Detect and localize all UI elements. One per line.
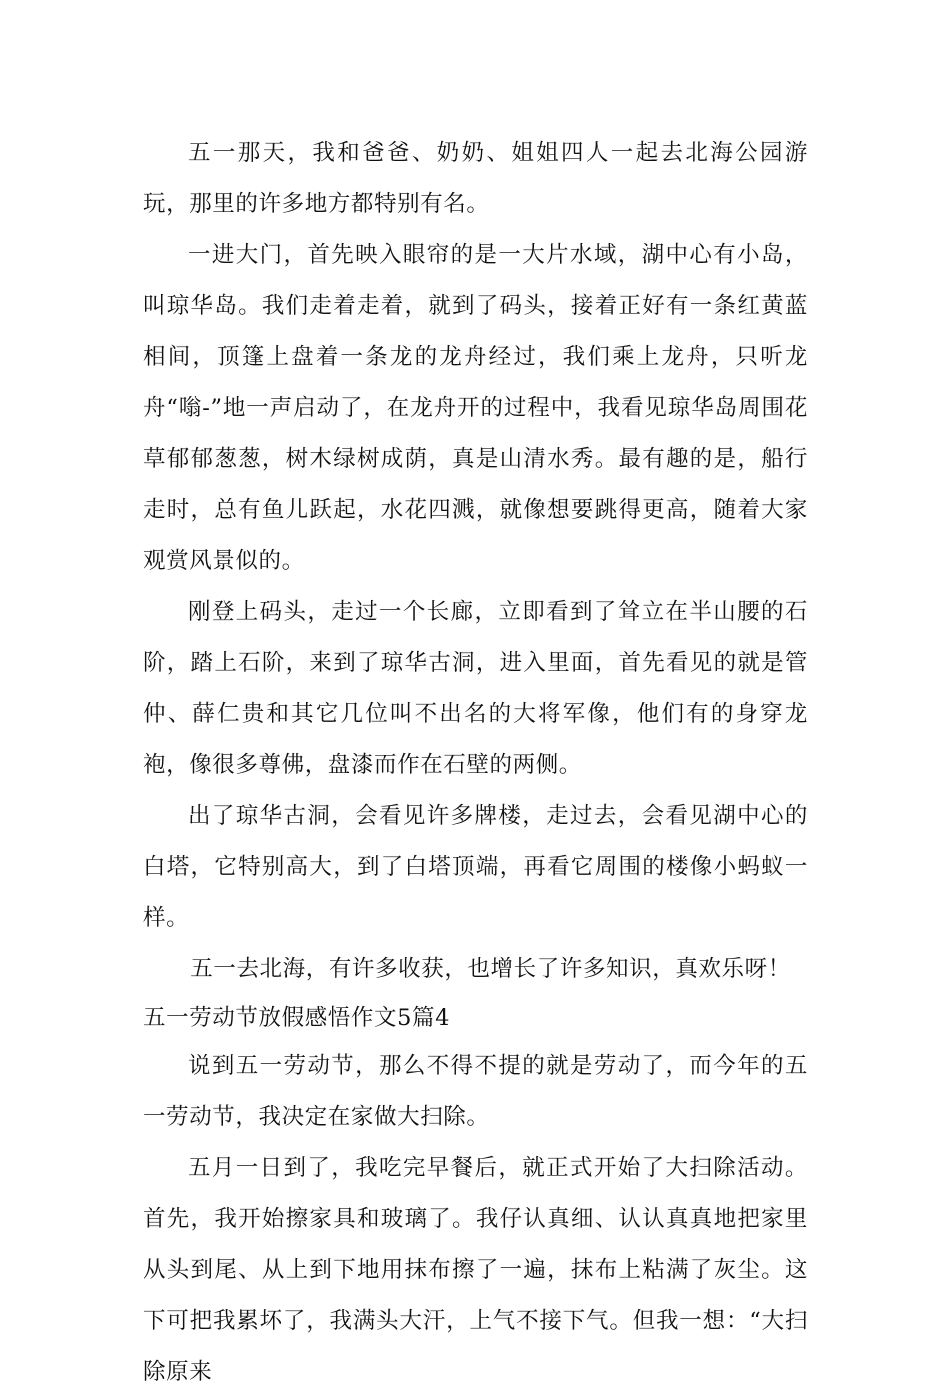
document-body	[143, 128, 808, 1398]
paragraph-5: 五一去北海，有许多收获，也增长了许多知识，真欢乐呀！	[190, 956, 791, 982]
paragraph-1: 五一那天，我和爸爸、奶奶、姐姐四人一起去北海公园游玩，那里的许多地方都特别有名。	[143, 140, 808, 217]
paragraph-4: 出了琼华古洞，会看见许多牌楼，走过去，会看见湖中心的白塔，它特别高大，到了白塔顶端，再看它周围的楼像小蚂蚁一样。	[143, 803, 808, 931]
paragraph-2: 一进大门，首先映入眼帘的是一大片水域，湖中心有小岛，叫琼华岛。我们走着走着，就到了码头，接着正好有一条红黄蓝相间，顶篷上盘着一条龙的龙舟经过，我们乘上龙舟，只听龙舟“嗡-”地一声启动了，在龙舟开的过程中，我看见琼华岛周围花草郁郁葱葱，树木绿树成荫，真是山清水秀。最有趣的是，船行走时，总有鱼儿跃起，水花四溅，就像想要跳得更高，随着大家观赏风景似的。	[143, 242, 808, 574]
paragraph-6: 说到五一劳动节，那么不得不提的就是劳动了，而今年的五一劳动节，我决定在家做大扫除。	[143, 1053, 808, 1130]
section-heading: 五一劳动节放假感悟作文5篇4	[143, 1005, 451, 1031]
paragraph-3: 刚登上码头，走过一个长廊，立即看到了耸立在半山腰的石阶，踏上石阶，来到了琼华古洞，进入里面，首先看见的就是管仲、薛仁贵和其它几位叫不出名的大将军像，他们有的身穿龙袍，像很多尊佛，盘漆而作在石壁的两侧。	[143, 599, 808, 778]
paragraph-7: 五月一日到了，我吃完早餐后，就正式开始了大扫除活动。首先，我开始擦家具和玻璃了。我仔认真细、认认真真地把家里从头到尾、从上到下地用抹布擦了一遍，抹布上粘满了灰尘。这下可把我累坏了，我满头大汗，上气不接下气。但我一想：“大扫除原来	[143, 1155, 808, 1385]
